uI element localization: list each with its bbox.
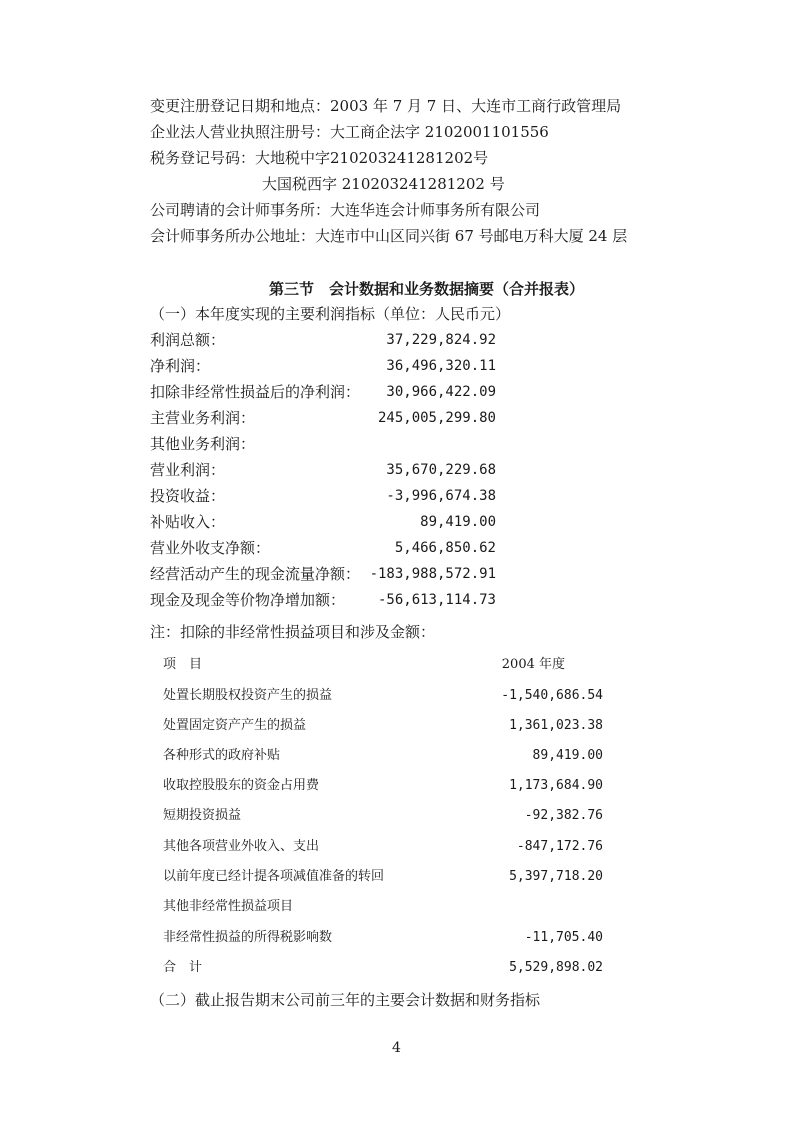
profit-label: 扣除非经常性损益后的净利润： xyxy=(150,383,361,401)
profit-value: -56,613,114.73 xyxy=(377,592,496,608)
profit-value: 5,466,850.62 xyxy=(394,540,496,556)
profit-row xyxy=(150,563,496,585)
profit-row xyxy=(150,459,496,481)
table-item: 其他各项营业外收入、支出 xyxy=(163,839,320,854)
profit-row xyxy=(150,381,496,403)
table-row xyxy=(163,776,603,796)
profit-label: 净利润： xyxy=(150,357,211,375)
table-value: 5,397,718.20 xyxy=(509,869,603,884)
profit-row xyxy=(150,407,496,429)
table-value: 1,361,023.38 xyxy=(509,718,603,733)
subsection-2-title: （二）截止报告期末公司前三年的主要会计数据和财务指标 xyxy=(150,991,541,1009)
table-value: 5,529,898.02 xyxy=(509,960,603,975)
registration-change-line: 变更注册登记日期和地点：2003 年 7 月 7 日、大连市工商行政管理局 xyxy=(150,97,622,115)
profit-row xyxy=(150,537,496,559)
table-value: 1,173,684.90 xyxy=(509,778,603,793)
table-value: -1,540,686.54 xyxy=(501,688,603,703)
table-item: 其他非经常性损益项目 xyxy=(163,899,294,914)
table-row xyxy=(163,806,603,826)
profit-value: 35,670,229.68 xyxy=(386,462,496,478)
profit-value: 30,966,422.09 xyxy=(386,384,496,400)
accounting-firm-line: 公司聘请的会计师事务所：大连华连会计师事务所有限公司 xyxy=(150,201,541,219)
profit-value: 36,496,320.11 xyxy=(386,358,496,374)
section-title: 第三节 会计数据和业务数据摘要（合并报表） xyxy=(268,280,584,298)
profit-value: 89,419.00 xyxy=(420,514,496,530)
table-row xyxy=(163,837,603,857)
table-item: 短期投资损益 xyxy=(163,808,242,823)
table-item: 各种形式的政府补贴 xyxy=(163,748,281,763)
profit-value: 245,005,299.80 xyxy=(377,410,496,426)
table-item: 合 计 xyxy=(163,960,203,975)
table-row xyxy=(163,928,603,948)
business-license-line: 企业法人营业执照注册号：大工商企法字 2102001101556 xyxy=(150,123,549,141)
table-value: -11,705.40 xyxy=(524,930,603,945)
profit-label: 投资收益： xyxy=(150,487,226,505)
profit-label: 补贴收入： xyxy=(150,513,226,531)
profit-label: 其他业务利润： xyxy=(150,435,256,453)
table-header xyxy=(163,655,603,675)
accounting-firm-address-line: 会计师事务所办公地址：大连市中山区同兴街 67 号邮电万科大厦 24 层 xyxy=(150,227,628,245)
table-item: 以前年度已经计提各项减值准备的转回 xyxy=(163,869,385,884)
table-item: 收取控股股东的资金占用费 xyxy=(163,778,320,793)
page-number: 4 xyxy=(392,1040,401,1056)
profit-label: 现金及现金等价物净增加额： xyxy=(150,591,346,609)
profit-label: 营业利润： xyxy=(150,461,226,479)
subsection-1-title: （一）本年度实现的主要利润指标（单位：人民币元） xyxy=(150,305,511,323)
table-total-row xyxy=(163,958,603,978)
profit-label: 主营业务利润： xyxy=(150,409,256,427)
table-row xyxy=(163,686,603,706)
tax-registration-line: 税务登记号码：大地税中字210203241281202号 xyxy=(150,149,489,167)
table-item: 处置固定资产产生的损益 xyxy=(163,718,307,733)
profit-row xyxy=(150,355,496,377)
profit-value: -183,988,572.91 xyxy=(369,566,496,582)
table-value: -92,382.76 xyxy=(524,808,603,823)
table-row xyxy=(163,746,603,766)
table-row xyxy=(163,867,603,887)
table-value: -847,172.76 xyxy=(516,839,603,854)
profit-label: 营业外收支净额： xyxy=(150,539,271,557)
non-recurring-note: 注：扣除的非经常性损益项目和涉及金额： xyxy=(150,623,436,641)
national-tax-line: 大国税西字 210203241281202 号 xyxy=(262,175,505,193)
table-row xyxy=(163,716,603,736)
section-heading xyxy=(0,278,793,299)
profit-row xyxy=(150,511,496,533)
profit-value: 37,229,824.92 xyxy=(386,332,496,348)
profit-label: 利润总额： xyxy=(150,331,226,349)
table-item: 非经常性损益的所得税影响数 xyxy=(163,930,333,945)
table-row xyxy=(163,897,603,917)
column-header-year: 2004 年度 xyxy=(501,657,565,672)
profit-value: -3,996,674.38 xyxy=(386,488,496,504)
profit-row xyxy=(150,329,496,351)
profit-label: 经营活动产生的现金流量净额： xyxy=(150,565,361,583)
profit-row xyxy=(150,589,496,611)
table-value: 89,419.00 xyxy=(532,748,603,763)
profit-row xyxy=(150,485,496,507)
table-item: 处置长期股权投资产生的损益 xyxy=(163,688,333,703)
profit-row xyxy=(150,433,496,455)
column-header-item: 项 目 xyxy=(163,657,203,672)
